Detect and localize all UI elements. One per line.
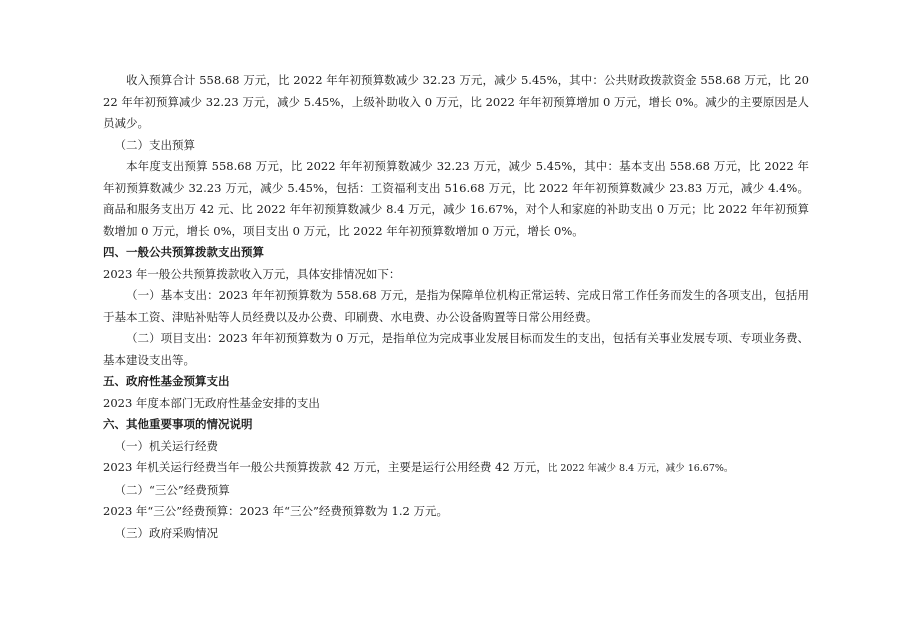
- income-budget-paragraph: 收入预算合计 558.68 万元，比 2022 年年初预算数减少 32.23 万元，减少 5.45%，其中：公共财政拨款资金 558.68 万元，比 2022 年年初预算减少 32.23 万元，减少 5.45%，上级补助收入 0 万元，比 2022 年年初预算增加 0 万元，增长 0%。减少的主要原因是人员减少。: [103, 73, 809, 130]
- operating-expense-main-text: 2023 年机关运行经费当年一般公共预算拨款 42 万元，主要是运行公用经费 42 万元，: [103, 460, 548, 474]
- three-public-expense-subheading: （二）“三公”经费预算: [114, 482, 230, 497]
- government-procurement-subheading: （三）政府采购情况: [114, 525, 218, 540]
- operating-expense-comparison-text: 比 2022 年减少 8.4 万元，减少 16.67%。: [547, 463, 734, 474]
- operating-expense-subheading: （一）机关运行经费: [114, 438, 218, 453]
- section-4-heading: 四、一般公共预算拨款支出预算: [103, 245, 264, 259]
- operating-expense-paragraph: [103, 457, 809, 480]
- expense-budget-paragraph: 本年度支出预算 558.68 万元，比 2022 年年初预算数减少 32.23 万元，减少 5.45%，其中：基本支出 558.68 万元，比 2022 年年初预算数减少 32.23 万元，减少 5.45%，包括：工资福利支出 516.68 万元，比 2022 年年初预算数减少 23.83 万元，减少 4.4%。商品和服务支出万 42 元、比 2022 年年初预算数减少 8.4 万元，减少 16.67%，对个人和家庭的补助支出 0 万元；比 2022 年年初预算数增加 0 万元，增长 0%，项目支出 0 万元，比 2022 年年初预算数增加 0 万元，增长 0%。: [103, 159, 809, 238]
- basic-expense-paragraph: （一）基本支出：2023 年年初预算数为 558.68 万元，是指为保障单位机构正常运转、完成日常工作任务而发生的各项支出，包括用于基本工资、津贴补贴等人员经费以及办公费、印刷费、水电费、办公设备购置等日常公用经费。: [103, 288, 809, 324]
- three-public-expense-paragraph: 2023 年“三公”经费预算：2023 年“三公”经费预算数为 1.2 万元。: [103, 504, 448, 518]
- section-5-heading: 五、政府性基金预算支出: [103, 374, 230, 388]
- document-body: [103, 70, 809, 544]
- section-6-heading: 六、其他重要事项的情况说明: [103, 417, 253, 431]
- expense-budget-subheading: （二）支出预算: [114, 137, 195, 152]
- project-expense-paragraph: （二）项目支出：2023 年年初预算数为 0 万元，是指单位为完成事业发展目标而发生的支出，包括有关事业发展专项、专项业务费、基本建设支出等。: [103, 331, 809, 367]
- section-4-intro: 2023 年一般公共预算拨款收入万元，具体安排情况如下：: [103, 266, 401, 281]
- section-5-paragraph: 2023 年度本部门无政府性基金安排的支出: [103, 395, 320, 410]
